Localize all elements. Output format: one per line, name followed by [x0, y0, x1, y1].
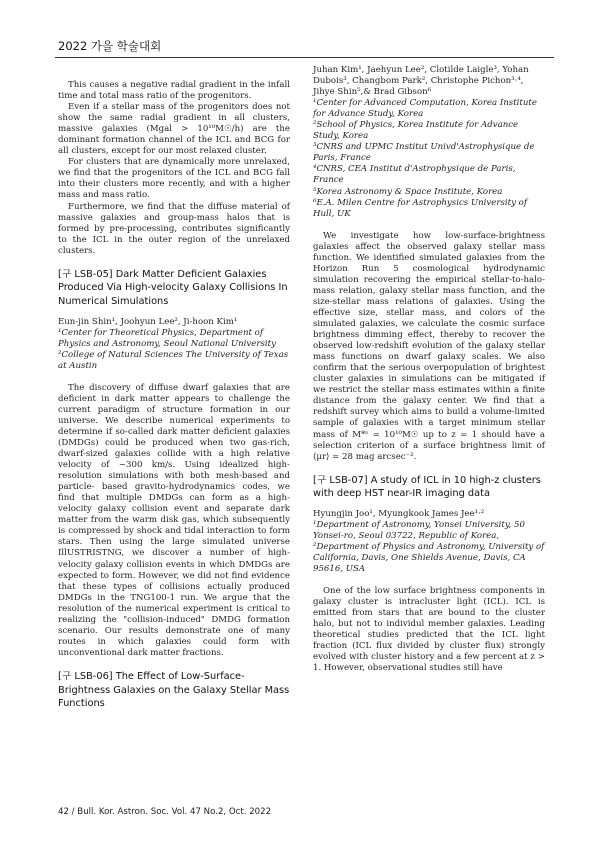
lsb07-affiliation-1: ¹Department of Astronomy, Yonsei University, 50 Yonsei-ro, Seoul 03722, Republic of Korea,	[313, 519, 525, 541]
lsb05-title: [구 LSB-05] Dark Matter Deficient Galaxies Produced Via High-velocity Galaxy Collisions In Numerical Simulations	[58, 268, 288, 307]
lsb05-affiliation-2: ²College of Natural Sciences The University of Texas at Austin	[58, 349, 289, 371]
spacer	[58, 257, 290, 268]
lsb06-affiliation-5: ⁵Korea Astronomy & Space Institute, Korea	[313, 186, 503, 197]
lsb07-title: [구 LSB-07] A study of ICL in 10 high-z clusters with deep HST near-IR imaging data	[313, 474, 541, 500]
spacer	[313, 501, 545, 509]
intro-paragraph-1: This causes a negative radial gradient in the infall time and total mass ratio of the progenitors.	[58, 80, 290, 102]
lsb07-abstract: One of the low surface brightness components in galaxy cluster is intracluster light (ICL). ICL is emitted from stars that are bound to the cluster halo, but not to individul member galaxies. Leading theoretical studies predicted that the ICL light fraction (ICL flux divided by cluster flux) strongly evolved with cluster history and a few percent at z > 1. However, observational studies still have	[313, 586, 545, 674]
lsb06-affiliation-6: ⁶E.A. Milen Centre for Astrophysics University of Hull, UK	[313, 197, 528, 219]
intro-paragraph-3: For clusters that are dynamically more unrelaxed, we find that the progenitors of the ICL and BCG fall into their clusters more recently, and with a higher mass and mass ratio.	[58, 157, 290, 201]
intro-paragraph-4: Furthermore, we find that the diffuse material of massive galaxies and group-mass halos that is formed by pre-processing, contributes significantly to the ICL in the outer region of the unrelaxed clusters.	[58, 201, 290, 256]
lsb06-affiliation-2: ²School of Physics, Korea Institute for Advance Study, Korea	[313, 120, 519, 142]
lsb07-authors: Hyungjin Joo¹, Myungkook James Jee¹·²	[313, 508, 485, 519]
spacer	[313, 575, 545, 586]
lsb06-affiliation-4: ⁴CNRS, CEA Institut d'Astrophysique de Paris, France	[313, 164, 516, 186]
lsb05-affiliation-1: ¹Center for Theoretical Physics, Department of Physics and Astronomy, Seoul National University	[58, 327, 276, 349]
left-column	[58, 80, 290, 711]
page-footer: 42 / Bull. Kor. Astron. Soc. Vol. 47 No.2, Oct. 2022	[58, 807, 272, 817]
right-column	[313, 65, 545, 674]
spacer	[313, 220, 545, 231]
lsb05-authors: Eun-jin Shin¹, Joohyun Lee², Ji-hoon Kim¹	[58, 316, 238, 327]
running-header: 2022 가을 학술대회	[58, 39, 162, 53]
intro-paragraph-2: Even if a stellar mass of the progenitors does not show the same radial gradient in all clusters, massive galaxies (Mgal > 10¹⁰M☉/h) are the dominant formation channel of the ICL and BCG for all clusters, except for our most relaxed cluster.	[58, 102, 290, 157]
lsb06-abstract: We investigate how low-surface-brightness galaxies affect the observed galaxy stellar mass function. We identified simulated galaxies from the Horizon Run 5 cosmological hydrodynamic simulation recovering the empirical stellar-to-halo-mass relation, galaxy stellar mass function, and the size-stellar mass relations of galaxies. Using the effective size, stellar mass, and colors of the simulated galaxies, we calculate the cosmic surface brightness dimming effect, thereby to recover the observed low-redshift evolution of the galaxy stellar mass functions on dwarf galaxy scales. We also confirm that the serious overpopulation of brightest cluster galaxies in simulations can be mitigated if we restrict the stellar mass estimates within a finite distance from the galaxy center. We find that a redshift survey which aims to build a volume-limited sample of galaxies with a target minimum stellar mass of M*ˢ = 10¹⁰M☉ up to z = 1 should have a selection criterion of a surface brightness limit of ⟨μr⟩ = 28 mag arcsec⁻².	[313, 230, 545, 462]
spacer	[313, 463, 545, 474]
lsb07-affiliation-2: ²Department of Physics and Astronomy, University of California, Davis, One Shields Avenue, Davis, CA 95616, USA	[313, 541, 545, 575]
lsb06-title: [구 LSB-06] The Effect of Low-Surface-Brightness Galaxies on the Galaxy Stellar Mass Functions	[58, 670, 290, 710]
lsb06-affiliation-1: ¹Center for Advanced Computation, Korea Institute for Advance Study, Korea	[313, 98, 537, 120]
lsb05-abstract: The discovery of diffuse dwarf galaxies that are deficient in dark matter appears to challenge the current paradigm of structure formation in our universe. We describe numerical experiments to determine if so-called dark matter deficient galaxies (DMDGs) could be produced when two gas-rich, dwarf-sized galaxies collide with a high relative velocity of ~300 km/s. Using idealized high-resolution simulations with both mesh-based and particle- based gravito-hydrodynamics codes, we find that multiple DMDGs can form as a high-velocity galaxy collision event and separate dark matter from the warm disk gas, which subsequently is compressed by shock and tidal interaction to form stars. Then using the large simulated universe IllUSTRISTNG, we discover a number of high-velocity galaxy collision events in which DMDGs are expected to form. However, we did not find evidence that these types of collisions actually produced DMDGs in the TNG100-1 run. We argue that the resolution of the numerical experiment is critical to realizing the "collision-induced" DMDG formation scenario. Our results demonstrate one of many routes in which galaxies could form with unconventional dark matter fractions.	[58, 382, 290, 658]
spacer	[58, 372, 290, 383]
spacer	[58, 309, 290, 317]
header-rule	[55, 57, 554, 58]
lsb06-authors: Juhan Kim¹, Jaehyun Lee², Clotilde Laigle³, Yohan Dubois³, Changbom Park², Christophe Pichon³·⁴, Jihye Shin⁵,& Brad Gibson⁶	[313, 65, 529, 98]
spacer	[58, 659, 290, 670]
lsb06-affiliation-3: ³CNRS and UPMC Institut Univd'Astrophysique de Paris, France	[313, 142, 535, 164]
